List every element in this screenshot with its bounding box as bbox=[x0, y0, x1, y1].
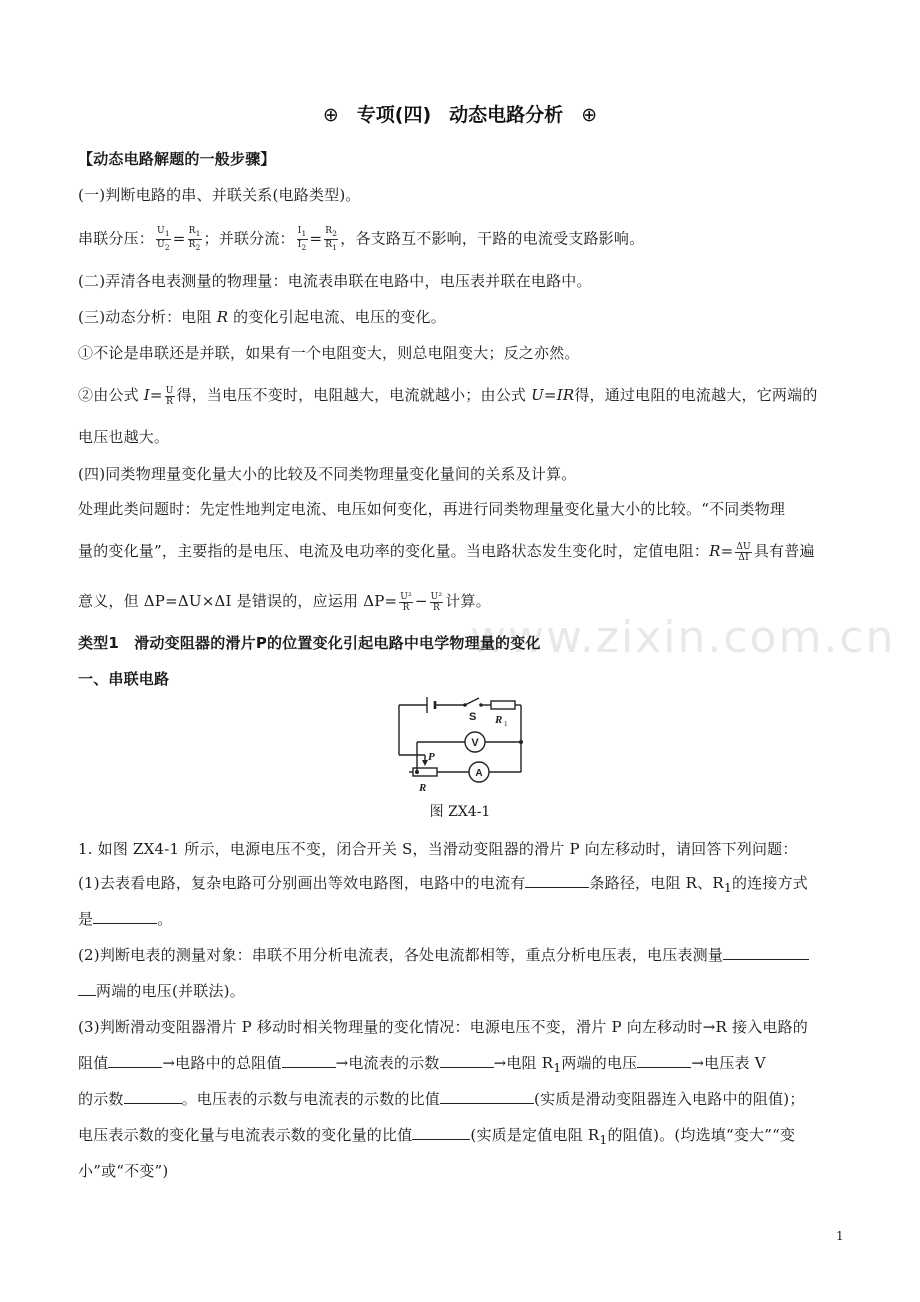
process-line-1: 处理此类问题时：先定性地判定电流、电压如何变化，再进行同类物理量变化量大小的比较。“不同类物理 bbox=[78, 500, 786, 518]
fraction-u1-u2: $\frac{U_1}{U_2}$ bbox=[157, 226, 170, 252]
voltmeter-label: V bbox=[471, 737, 479, 749]
answer-blank-total-resistance[interactable] bbox=[282, 1053, 336, 1068]
note-two-cont: 电压也越大。 bbox=[78, 428, 170, 446]
answer-blank-voltmeter-target[interactable] bbox=[723, 945, 809, 960]
question-one-part-3: (3)判断滑动变阻器滑片 P 移动时相关物理量的变化情况：电源电压不变，滑片 P 向左移动时→R 接入电路的 bbox=[78, 1018, 808, 1036]
type-one-heading: 类型1 滑动变阻器的滑片P的位置变化引起电路中电学物理量的变化 bbox=[78, 634, 541, 652]
answer-blank-resistance[interactable] bbox=[108, 1053, 162, 1068]
question-one-part-3-line2: 阻值 →电路中的总阻值 →电流表的示数 →电阻 $R_1$两端的电压 →电压表 V bbox=[78, 1054, 766, 1075]
note-two: ②由公式 I= $\frac{U}{R}$ 得，当电压不变时，电阻越大，电流就越小；由公式 U=IR得，通过电阻的电流越大，它两端的 bbox=[78, 385, 818, 407]
answer-blank-r1-voltage[interactable] bbox=[637, 1053, 691, 1068]
fraction-r2-r1: $\frac{R_2}{R_1}$ bbox=[325, 226, 338, 252]
question-one-part-3-line5: 小”或“不变”) bbox=[78, 1162, 169, 1180]
watermark: www.zixin.com.cn bbox=[470, 612, 896, 663]
fraction-du-di: $\frac{\Delta U}{\Delta I}$ bbox=[736, 541, 751, 563]
r1-sub-label: 1 bbox=[504, 720, 508, 728]
switch-label: S bbox=[469, 711, 477, 723]
question-one-part-1: (1)去表看电路，复杂电路可分别画出等效电路图，电路中的电流有 条路径，电阻 R、$R_1$的连接方式 bbox=[78, 874, 808, 895]
question-one-part-3-line4: 电压表示数的变化量与电流表示数的变化量的比值 (实质是定值电阻 $R_1$的阻值)。(均选填“变大”“变 bbox=[78, 1126, 796, 1147]
title-deco-right: ⊕ bbox=[581, 104, 598, 126]
figure-caption: 图 ZX4-1 bbox=[429, 804, 491, 820]
series-heading: 一、串联电路 bbox=[78, 670, 170, 688]
fraction-u-r: $\frac{U}{R}$ bbox=[165, 385, 174, 407]
question-one-part-3-line3: 的示数 。电压表的示数与电流表的示数的比值 (实质是滑动变阻器连入电路中的阻值)； bbox=[78, 1090, 805, 1108]
ratio-line: 串联分压： $\frac{U_1}{U_2}$ = $\frac{R_1}{R_2}$ ；并联分流： $\frac{I_1}{I_2}$ = $\frac{R_2}{R_1}$ ，各支路互不影响，干路的电流受支路影响。 bbox=[78, 226, 645, 252]
answer-blank-change-ratio[interactable] bbox=[412, 1125, 470, 1140]
title-sub: 动态电路分析 bbox=[449, 104, 564, 126]
note-one: ①不论是串联还是并联，如果有一个电阻变大，则总电阻变大；反之亦然。 bbox=[78, 344, 580, 362]
answer-blank-voltmeter-reading[interactable] bbox=[124, 1089, 182, 1104]
fraction-r1-r2: $\frac{R_1}{R_2}$ bbox=[188, 226, 201, 252]
rheostat-label: R bbox=[419, 782, 427, 794]
process-line-2: 量的变化量”，主要指的是电压、电流及电功率的变化量。当电路状态发生变化时，定值电阻：R= $\frac{\Delta U}{\Delta I}$ 具有普遍 bbox=[78, 541, 815, 563]
step-four: (四)同类物理量变化量大小的比较及不同类物理量变化量间的关系及计算。 bbox=[78, 465, 577, 483]
steps-heading: 【动态电路解题的一般步骤】 bbox=[78, 150, 276, 168]
slider-label: P bbox=[428, 751, 435, 763]
answer-blank-voltmeter-target-cont[interactable] bbox=[78, 981, 96, 996]
step-three: (三)动态分析：电阻 R 的变化引起电流、电压的变化。 bbox=[78, 308, 446, 326]
fraction-u1sq-r: $\frac{\text{U²}}{R}$ bbox=[430, 591, 443, 613]
answer-blank-paths[interactable] bbox=[525, 873, 589, 888]
title-main: 专项(四) bbox=[356, 104, 432, 126]
page-title bbox=[0, 100, 920, 127]
question-one: 1. 如图 ZX4-1 所示，电源电压不变，闭合开关 S，当滑动变阻器的滑片 P 向左移动时，请回答下列问题： bbox=[78, 840, 798, 858]
fraction-i1-i2: $\frac{I_1}{I_2}$ bbox=[297, 226, 307, 252]
circuit-diagram bbox=[395, 692, 527, 796]
process-line-3: 意义，但 ΔP=ΔU×ΔI 是错误的，应运用 ΔP= $\frac{\text{U²}}{R}$ − $\frac{\text{U²}}{R}$ 计算。 bbox=[78, 591, 491, 613]
question-one-part-2-cont: 两端的电压(并联法)。 bbox=[78, 980, 844, 1002]
r1-label: R bbox=[495, 714, 503, 726]
title-deco-left: ⊕ bbox=[322, 104, 339, 126]
step-one: (一)判断电路的串、并联关系(电路类型)。 bbox=[78, 186, 361, 204]
answer-blank-ratio[interactable] bbox=[440, 1089, 534, 1104]
question-one-part-1-cont: 是 。 bbox=[78, 910, 173, 928]
ammeter-label: A bbox=[475, 768, 483, 779]
answer-blank-ammeter-reading[interactable] bbox=[440, 1053, 494, 1068]
page-number: 1 bbox=[836, 1229, 844, 1243]
step-two: (二)弄清各电表测量的物理量：电流表串联在电路中，电压表并联在电路中。 bbox=[78, 272, 592, 290]
fraction-u2sq-r: $\frac{\text{U²}}{R}$ bbox=[400, 591, 412, 613]
question-one-part-2: (2)判断电表的测量对象：串联不用分析电流表，各处电流都相等，重点分析电压表，电压表测量 bbox=[78, 944, 844, 966]
answer-blank-connection[interactable] bbox=[93, 909, 157, 924]
